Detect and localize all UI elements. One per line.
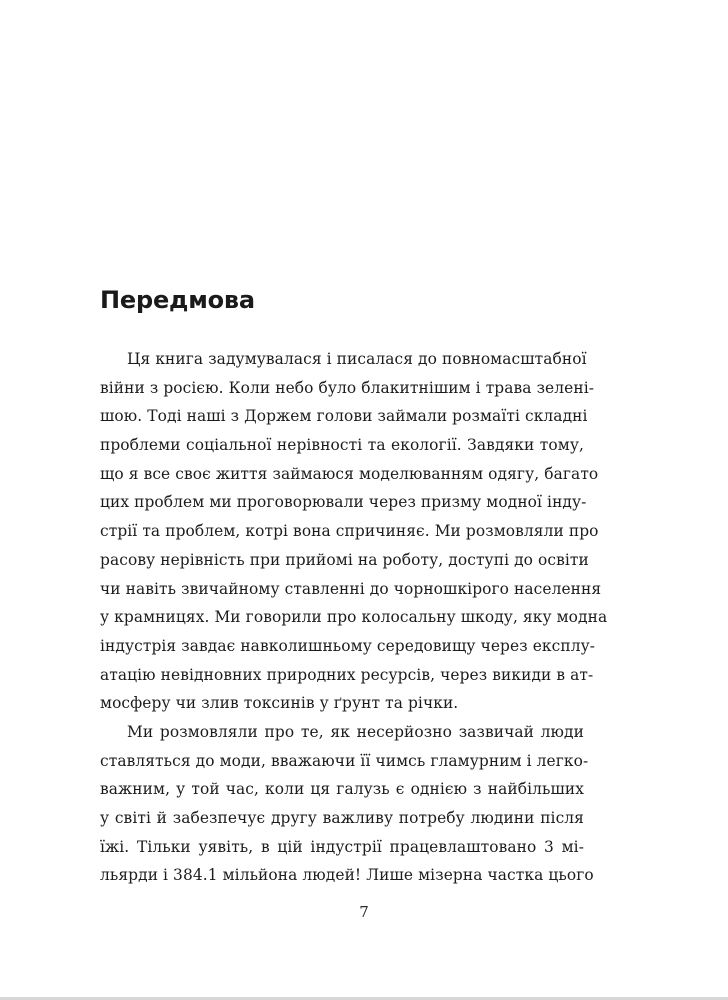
body-text (100, 345, 608, 890)
text-line: їжі. Тільки уявіть, в цій індустрії працевлаштовано 3 мі- (100, 837, 584, 856)
text-line: проблеми соціальної нерівності та екології. Завдяки тому, (100, 436, 584, 455)
text-line: у світі й забезпечує другу важливу потребу людини після (100, 809, 584, 827)
text-line: мосферу чи злив токсинів у ґрунт та річки. (100, 694, 459, 713)
text-line: важним, у той час, коли ця галузь є однією з найбільших (100, 780, 584, 799)
text-line: шою. Тоді наші з Доржем голови займали розмаїті складні (100, 407, 588, 426)
text-line: ставляться до моди, вважаючи її чимсь гламурним і легко- (100, 751, 589, 770)
text-line: Ми розмовляли про те, як несерйозно зазвичай люди (127, 722, 584, 741)
text-line: війни з росією. Коли небо було блакитнішим і трава зелені- (100, 378, 595, 397)
text-line: чи навіть звичайному ставленні до чорношкірого населення (100, 579, 602, 598)
text-line: расову нерівність при прийомі на роботу, доступі до освіти (100, 550, 589, 569)
text-line: Ця книга задумувалася і писалася до повномасштабної (127, 350, 587, 368)
text-line: атацію невідновних природних ресурсів, через викиди в ат- (100, 665, 594, 684)
text-line: стрії та проблем, котрі вона спричиняє. Ми розмовляли про (100, 522, 599, 541)
text-line: що я все своє життя займаюся моделюванням одягу, багато (100, 464, 599, 483)
text-line: індустрія завдає навколишньому середовищу через експлу- (100, 636, 596, 655)
text-line: у крамницях. Ми говорили про колосальну шкоду, яку модна (100, 608, 608, 627)
chapter-title: Передмова (100, 286, 255, 314)
text-line: цих проблем ми проговорювали через призму модної інду- (100, 493, 587, 512)
page-number: 7 (359, 903, 369, 921)
text-line: льярди і 384.1 мільйона людей! Лише мізерна частка цього (100, 866, 594, 885)
